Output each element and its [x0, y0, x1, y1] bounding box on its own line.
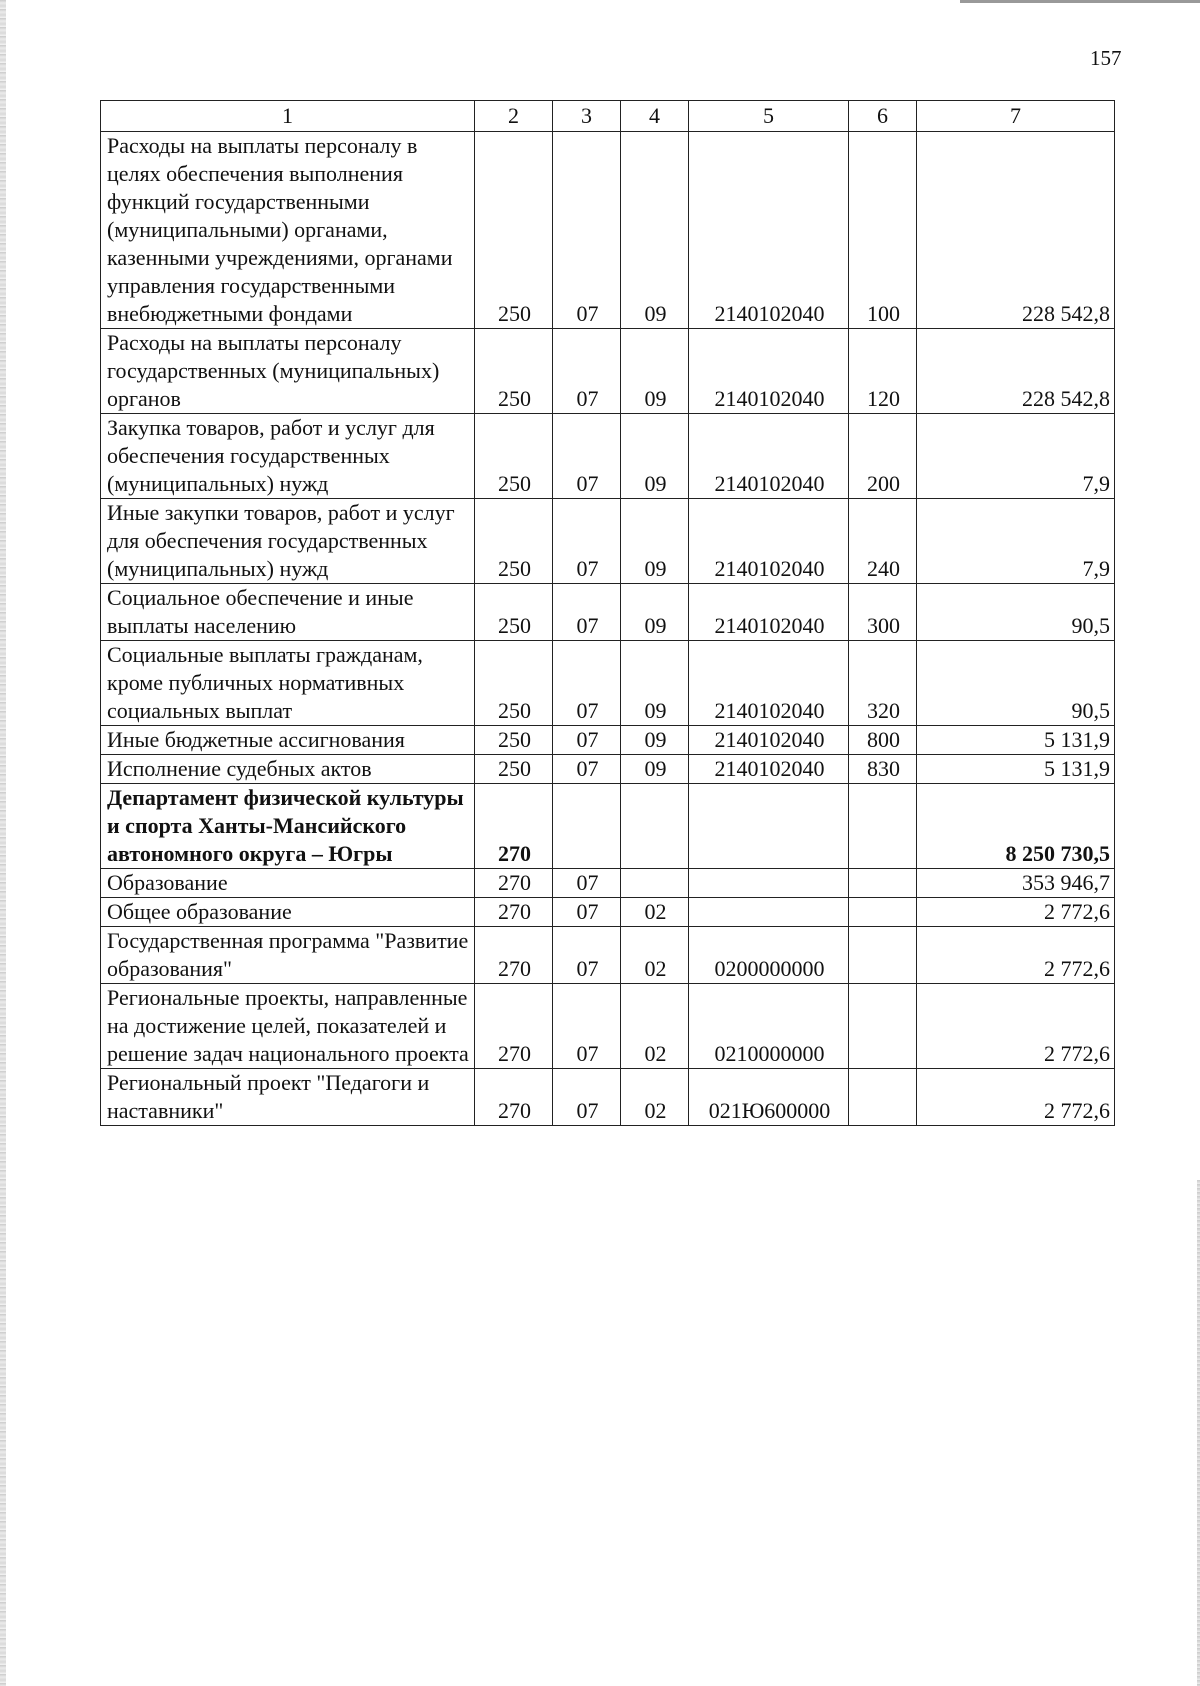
ved-code-cell: 250 [475, 726, 553, 755]
page-number: 157 [1090, 46, 1122, 70]
table-row [101, 414, 1115, 499]
subsection-code-cell: 02 [621, 927, 689, 984]
ved-code-cell: 270 [475, 869, 553, 898]
amount-cell: 228 542,8 [917, 329, 1115, 414]
ved-code-cell: 250 [475, 641, 553, 726]
expense-type-cell: 200 [849, 414, 917, 499]
section-code-cell: 07 [553, 927, 621, 984]
subsection-code-cell: 09 [621, 499, 689, 584]
target-article-cell: 2140102040 [689, 641, 849, 726]
target-article-cell [689, 869, 849, 898]
scan-edge-top [960, 0, 1200, 3]
header-cell: 7 [917, 101, 1115, 132]
amount-cell: 8 250 730,5 [917, 784, 1115, 869]
target-article-cell: 2140102040 [689, 726, 849, 755]
ved-code-cell: 250 [475, 132, 553, 329]
ved-code-cell: 250 [475, 499, 553, 584]
section-code-cell: 07 [553, 869, 621, 898]
amount-cell: 90,5 [917, 641, 1115, 726]
section-code-cell [553, 784, 621, 869]
target-article-cell: 2140102040 [689, 755, 849, 784]
table-row [101, 132, 1115, 329]
subsection-code-cell: 02 [621, 898, 689, 927]
header-cell: 5 [689, 101, 849, 132]
target-article-cell: 0200000000 [689, 927, 849, 984]
header-cell: 2 [475, 101, 553, 132]
section-code-cell: 07 [553, 898, 621, 927]
table-row [101, 584, 1115, 641]
ved-code-cell: 250 [475, 329, 553, 414]
section-code-cell: 07 [553, 499, 621, 584]
row-name-cell: Закупка товаров, работ и услуг для обеспечения государственных (муниципальных) нужд [101, 414, 475, 499]
ved-code-cell: 270 [475, 927, 553, 984]
ved-code-cell: 270 [475, 898, 553, 927]
table-row [101, 869, 1115, 898]
target-article-cell: 2140102040 [689, 499, 849, 584]
subsection-code-cell [621, 784, 689, 869]
subsection-code-cell: 09 [621, 329, 689, 414]
subsection-code-cell: 09 [621, 584, 689, 641]
ved-code-cell: 250 [475, 584, 553, 641]
table-row [101, 641, 1115, 726]
expense-type-cell [849, 984, 917, 1069]
section-code-cell: 07 [553, 984, 621, 1069]
section-code-cell: 07 [553, 641, 621, 726]
target-article-cell [689, 784, 849, 869]
subsection-code-cell: 09 [621, 414, 689, 499]
subsection-code-cell: 09 [621, 132, 689, 329]
expense-type-cell: 300 [849, 584, 917, 641]
header-cell: 6 [849, 101, 917, 132]
subsection-code-cell: 09 [621, 726, 689, 755]
table-row [101, 1069, 1115, 1126]
table-row [101, 329, 1115, 414]
row-name-cell: Иные бюджетные ассигнования [101, 726, 475, 755]
target-article-cell: 021Ю600000 [689, 1069, 849, 1126]
row-name-cell: Социальные выплаты гражданам, кроме публичных нормативных социальных выплат [101, 641, 475, 726]
expense-type-cell: 800 [849, 726, 917, 755]
expense-type-cell [849, 1069, 917, 1126]
row-name-cell: Общее образование [101, 898, 475, 927]
expense-type-cell: 320 [849, 641, 917, 726]
section-code-cell: 07 [553, 584, 621, 641]
expense-type-cell [849, 784, 917, 869]
ved-code-cell: 250 [475, 755, 553, 784]
subsection-code-cell: 02 [621, 984, 689, 1069]
header-cell: 4 [621, 101, 689, 132]
table-row [101, 927, 1115, 984]
target-article-cell: 2140102040 [689, 414, 849, 499]
scan-edge-left [0, 0, 6, 1686]
expense-type-cell: 100 [849, 132, 917, 329]
amount-cell: 2 772,6 [917, 984, 1115, 1069]
section-code-cell: 07 [553, 329, 621, 414]
header-cell: 3 [553, 101, 621, 132]
ved-code-cell: 270 [475, 1069, 553, 1126]
target-article-cell: 2140102040 [689, 329, 849, 414]
amount-cell: 353 946,7 [917, 869, 1115, 898]
subsection-code-cell: 09 [621, 641, 689, 726]
row-name-cell: Исполнение судебных актов [101, 755, 475, 784]
table-row [101, 755, 1115, 784]
expense-type-cell [849, 869, 917, 898]
expense-type-cell [849, 898, 917, 927]
expense-type-cell [849, 927, 917, 984]
header-row [101, 101, 1115, 132]
target-article-cell: 2140102040 [689, 132, 849, 329]
ved-code-cell: 270 [475, 784, 553, 869]
row-name-cell: Социальное обеспечение и иные выплаты населению [101, 584, 475, 641]
row-name-cell: Региональный проект "Педагоги и наставники" [101, 1069, 475, 1126]
table-row [101, 784, 1115, 869]
ved-code-cell: 250 [475, 414, 553, 499]
target-article-cell: 2140102040 [689, 584, 849, 641]
amount-cell: 5 131,9 [917, 755, 1115, 784]
section-code-cell: 07 [553, 132, 621, 329]
amount-cell: 90,5 [917, 584, 1115, 641]
row-name-cell: Департамент физической культуры и спорта Ханты-Мансийского автономного округа – Югры [101, 784, 475, 869]
target-article-cell [689, 898, 849, 927]
row-name-cell: Государственная программа "Развитие образования" [101, 927, 475, 984]
row-name-cell: Иные закупки товаров, работ и услуг для обеспечения государственных (муниципальных) нужд [101, 499, 475, 584]
section-code-cell: 07 [553, 755, 621, 784]
amount-cell: 5 131,9 [917, 726, 1115, 755]
target-article-cell: 0210000000 [689, 984, 849, 1069]
row-name-cell: Расходы на выплаты персоналу в целях обеспечения выполнения функций государственными (муниципальными) органами, казенными учреждениями, органами управления государственными внебюджетными фондами [101, 132, 475, 329]
section-code-cell: 07 [553, 414, 621, 499]
table-row [101, 499, 1115, 584]
budget-table [100, 100, 1115, 1126]
section-code-cell: 07 [553, 726, 621, 755]
amount-cell: 2 772,6 [917, 1069, 1115, 1126]
header-cell: 1 [101, 101, 475, 132]
amount-cell: 7,9 [917, 499, 1115, 584]
expense-type-cell: 830 [849, 755, 917, 784]
ved-code-cell: 270 [475, 984, 553, 1069]
table-row [101, 898, 1115, 927]
amount-cell: 2 772,6 [917, 898, 1115, 927]
amount-cell: 2 772,6 [917, 927, 1115, 984]
amount-cell: 228 542,8 [917, 132, 1115, 329]
row-name-cell: Образование [101, 869, 475, 898]
section-code-cell: 07 [553, 1069, 621, 1126]
table-row [101, 726, 1115, 755]
amount-cell: 7,9 [917, 414, 1115, 499]
subsection-code-cell [621, 869, 689, 898]
subsection-code-cell: 09 [621, 755, 689, 784]
row-name-cell: Расходы на выплаты персоналу государственных (муниципальных) органов [101, 329, 475, 414]
row-name-cell: Региональные проекты, направленные на достижение целей, показателей и решение задач национального проекта [101, 984, 475, 1069]
expense-type-cell: 240 [849, 499, 917, 584]
table-row [101, 984, 1115, 1069]
expense-type-cell: 120 [849, 329, 917, 414]
subsection-code-cell: 02 [621, 1069, 689, 1126]
